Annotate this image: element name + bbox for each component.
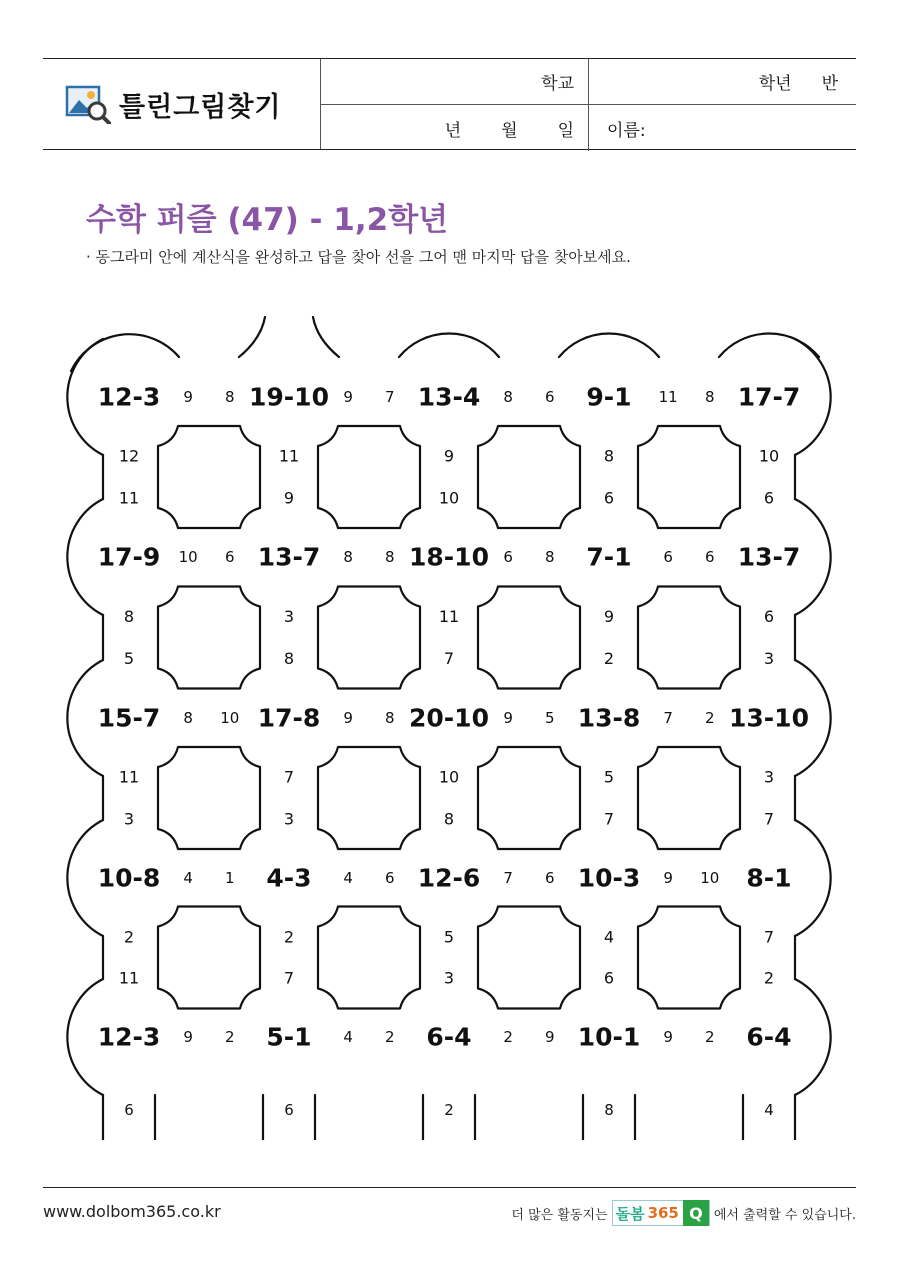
search-icon[interactable]: Q: [683, 1200, 709, 1226]
class-label: 반: [821, 74, 838, 94]
maze-hole: [478, 587, 580, 689]
vertical-number: 10: [758, 446, 780, 466]
horizontal-number: 2: [705, 709, 715, 727]
horizontal-number: 9: [343, 709, 353, 727]
promo-prefix: 더 많은 활동지는: [511, 1207, 608, 1223]
vertical-number: 8: [443, 809, 455, 829]
vertical-number: 2: [283, 927, 295, 947]
vertical-number: 11: [438, 607, 460, 627]
puzzle-title: 수학 퍼즐 (47) - 1,2학년: [86, 202, 449, 238]
site-url[interactable]: www.dolbom365.co.kr: [43, 1202, 221, 1221]
grade-class-cell[interactable]: [589, 59, 856, 104]
vertical-number: 5: [603, 767, 615, 787]
horizontal-number: 8: [503, 388, 513, 406]
horizontal-number: 1: [225, 869, 235, 887]
vertical-number: 6: [603, 488, 615, 508]
expression-node: 5-1: [266, 1022, 312, 1052]
horizontal-number: 8: [545, 548, 555, 566]
horizontal-number: 10: [178, 548, 198, 566]
vertical-number: 2: [603, 648, 615, 668]
expression-node: 10-3: [577, 863, 641, 893]
vertical-number: 11: [118, 767, 140, 787]
vertical-number: 2: [123, 927, 135, 947]
picture-search-icon: [65, 84, 111, 124]
expression-node: 13-8: [577, 703, 641, 733]
vertical-number: 7: [603, 809, 615, 829]
maze-top-arc: [71, 334, 179, 371]
vertical-number: 11: [118, 488, 140, 508]
vertical-number: 5: [123, 648, 135, 668]
maze-hole: [318, 907, 420, 1009]
horizontal-number: 9: [663, 1028, 673, 1046]
expression-node: 12-3: [97, 382, 161, 412]
vertical-number: 11: [118, 968, 140, 988]
vertical-number: 3: [283, 809, 295, 829]
expression-node: 10-8: [97, 863, 161, 893]
year-label: 년: [444, 120, 462, 141]
horizontal-number: 10: [220, 709, 240, 727]
worksheet-header: [43, 58, 856, 150]
maze-hole: [318, 426, 420, 528]
horizontal-number: 9: [545, 1028, 555, 1046]
expression-node: 15-7: [97, 703, 161, 733]
bottom-number: 4: [764, 1101, 774, 1119]
maze-right-arc: [795, 339, 831, 455]
maze-hole: [478, 747, 580, 849]
maze-top-arc: [399, 334, 499, 357]
maze-hole: [478, 907, 580, 1009]
brand-name: 돌봄: [615, 1204, 645, 1223]
vertical-number: 10: [438, 767, 460, 787]
expression-node: 6-4: [426, 1022, 472, 1052]
maze-entry-right: [313, 317, 339, 357]
vertical-number: 7: [763, 927, 775, 947]
maze-hole: [638, 587, 740, 689]
day-label: 일: [557, 120, 574, 141]
maze-hole: [158, 587, 260, 689]
maze-entry-left: [239, 317, 265, 357]
header-row-1: [321, 59, 856, 105]
bottom-number: 8: [604, 1101, 614, 1119]
expression-node: 6-4: [746, 1022, 792, 1052]
bottom-number: 6: [284, 1101, 294, 1119]
horizontal-number: 9: [183, 1028, 193, 1046]
expression-node: 7-1: [586, 542, 632, 572]
horizontal-number: 10: [700, 869, 720, 887]
vertical-number: 7: [763, 809, 775, 829]
expression-node: 19-10: [249, 382, 329, 412]
vertical-number: 4: [603, 927, 615, 947]
expression-node: 13-7: [257, 542, 321, 572]
vertical-number: 3: [763, 648, 775, 668]
horizontal-number: 9: [503, 709, 513, 727]
name-label: 이름:: [607, 120, 646, 141]
name-cell[interactable]: [589, 105, 856, 151]
vertical-number: 11: [278, 446, 300, 466]
horizontal-number: 9: [343, 388, 353, 406]
vertical-number: 8: [123, 607, 135, 627]
expression-node: 12-6: [417, 863, 481, 893]
vertical-number: 10: [438, 488, 460, 508]
vertical-number: 9: [603, 607, 615, 627]
horizontal-number: 6: [385, 869, 395, 887]
promo-text: [511, 1200, 856, 1226]
grade-label: 학년: [758, 74, 792, 94]
vertical-number: 2: [763, 968, 775, 988]
promo-suffix: 에서 출력할 수 있습니다.: [713, 1207, 856, 1223]
horizontal-number: 2: [503, 1028, 513, 1046]
horizontal-number: 8: [183, 709, 193, 727]
school-label: 학교: [541, 74, 574, 94]
horizontal-number: 6: [545, 869, 555, 887]
month-label: 월: [501, 120, 518, 141]
maze-hole: [638, 907, 740, 1009]
vertical-number: 6: [763, 607, 775, 627]
vertical-number: 3: [283, 607, 295, 627]
expression-node: 20-10: [409, 703, 489, 733]
maze-right-arc: [795, 820, 831, 936]
vertical-number: 7: [283, 968, 295, 988]
expression-node: 12-3: [97, 1022, 161, 1052]
horizontal-number: 8: [705, 388, 715, 406]
bottom-number: 2: [444, 1101, 454, 1119]
brand-cell: [43, 59, 321, 149]
school-cell[interactable]: [321, 59, 589, 104]
puzzle-instruction: · 동그라미 안에 계산식을 완성하고 답을 찾아 선을 그어 맨 마지막 답을 찾아보세요.: [86, 248, 631, 266]
maze-top-arc: [559, 334, 659, 357]
expression-node: 4-3: [266, 863, 312, 893]
header-row-2: [321, 105, 856, 151]
vertical-number: 7: [443, 648, 455, 668]
horizontal-number: 6: [545, 388, 555, 406]
horizontal-number: 2: [705, 1028, 715, 1046]
maze-hole: [638, 426, 740, 528]
vertical-number: 8: [603, 446, 615, 466]
horizontal-number: 8: [343, 548, 353, 566]
expression-node: 13-10: [729, 703, 809, 733]
expression-node: 13-4: [417, 382, 481, 412]
horizontal-number: 4: [343, 1028, 353, 1046]
horizontal-number: 5: [545, 709, 555, 727]
expression-node: 18-10: [409, 542, 489, 572]
vertical-number: 9: [443, 446, 455, 466]
expression-node: 13-7: [737, 542, 801, 572]
maze-right-arc: [795, 499, 831, 615]
expression-node: 8-1: [746, 863, 792, 893]
horizontal-number: 6: [705, 548, 715, 566]
bottom-number: 6: [124, 1101, 134, 1119]
maze-hole: [318, 747, 420, 849]
horizontal-number: 7: [503, 869, 513, 887]
horizontal-number: 6: [503, 548, 513, 566]
maze-hole: [158, 907, 260, 1009]
vertical-number: 3: [443, 968, 455, 988]
horizontal-number: 6: [225, 548, 235, 566]
brand-title: 틀린그림찾기: [119, 91, 282, 123]
brand-badge[interactable]: [612, 1200, 710, 1226]
horizontal-number: 8: [225, 388, 235, 406]
math-maze-puzzle[interactable]: [0, 300, 900, 1140]
expression-node: 17-7: [737, 382, 801, 412]
expression-node: 17-8: [257, 703, 321, 733]
vertical-number: 3: [123, 809, 135, 829]
horizontal-number: 11: [658, 388, 678, 406]
horizontal-number: 6: [663, 548, 673, 566]
horizontal-number: 7: [385, 388, 395, 406]
horizontal-number: 7: [663, 709, 673, 727]
maze-right-arc: [795, 979, 831, 1095]
vertical-number: 5: [443, 927, 455, 947]
horizontal-number: 8: [385, 709, 395, 727]
horizontal-number: 4: [183, 869, 193, 887]
footer-divider: [43, 1187, 856, 1188]
horizontal-number: 2: [225, 1028, 235, 1046]
horizontal-number: 2: [385, 1028, 395, 1046]
maze-hole: [638, 747, 740, 849]
maze-hole: [158, 426, 260, 528]
maze-hole: [158, 747, 260, 849]
vertical-number: 3: [763, 767, 775, 787]
expression-node: 17-9: [97, 542, 161, 572]
maze-hole: [478, 426, 580, 528]
horizontal-number: 9: [663, 869, 673, 887]
vertical-number: 6: [763, 488, 775, 508]
horizontal-number: 8: [385, 548, 395, 566]
vertical-number: 6: [603, 968, 615, 988]
brand-number: 365: [647, 1204, 679, 1222]
expression-node: 10-1: [577, 1022, 641, 1052]
vertical-number: 9: [283, 488, 295, 508]
vertical-number: 12: [118, 446, 140, 466]
horizontal-number: 4: [343, 869, 353, 887]
expression-node: 9-1: [586, 382, 632, 412]
maze-hole: [318, 587, 420, 689]
horizontal-number: 9: [183, 388, 193, 406]
vertical-number: 8: [283, 648, 295, 668]
vertical-number: 7: [283, 767, 295, 787]
date-cell[interactable]: [321, 105, 589, 151]
